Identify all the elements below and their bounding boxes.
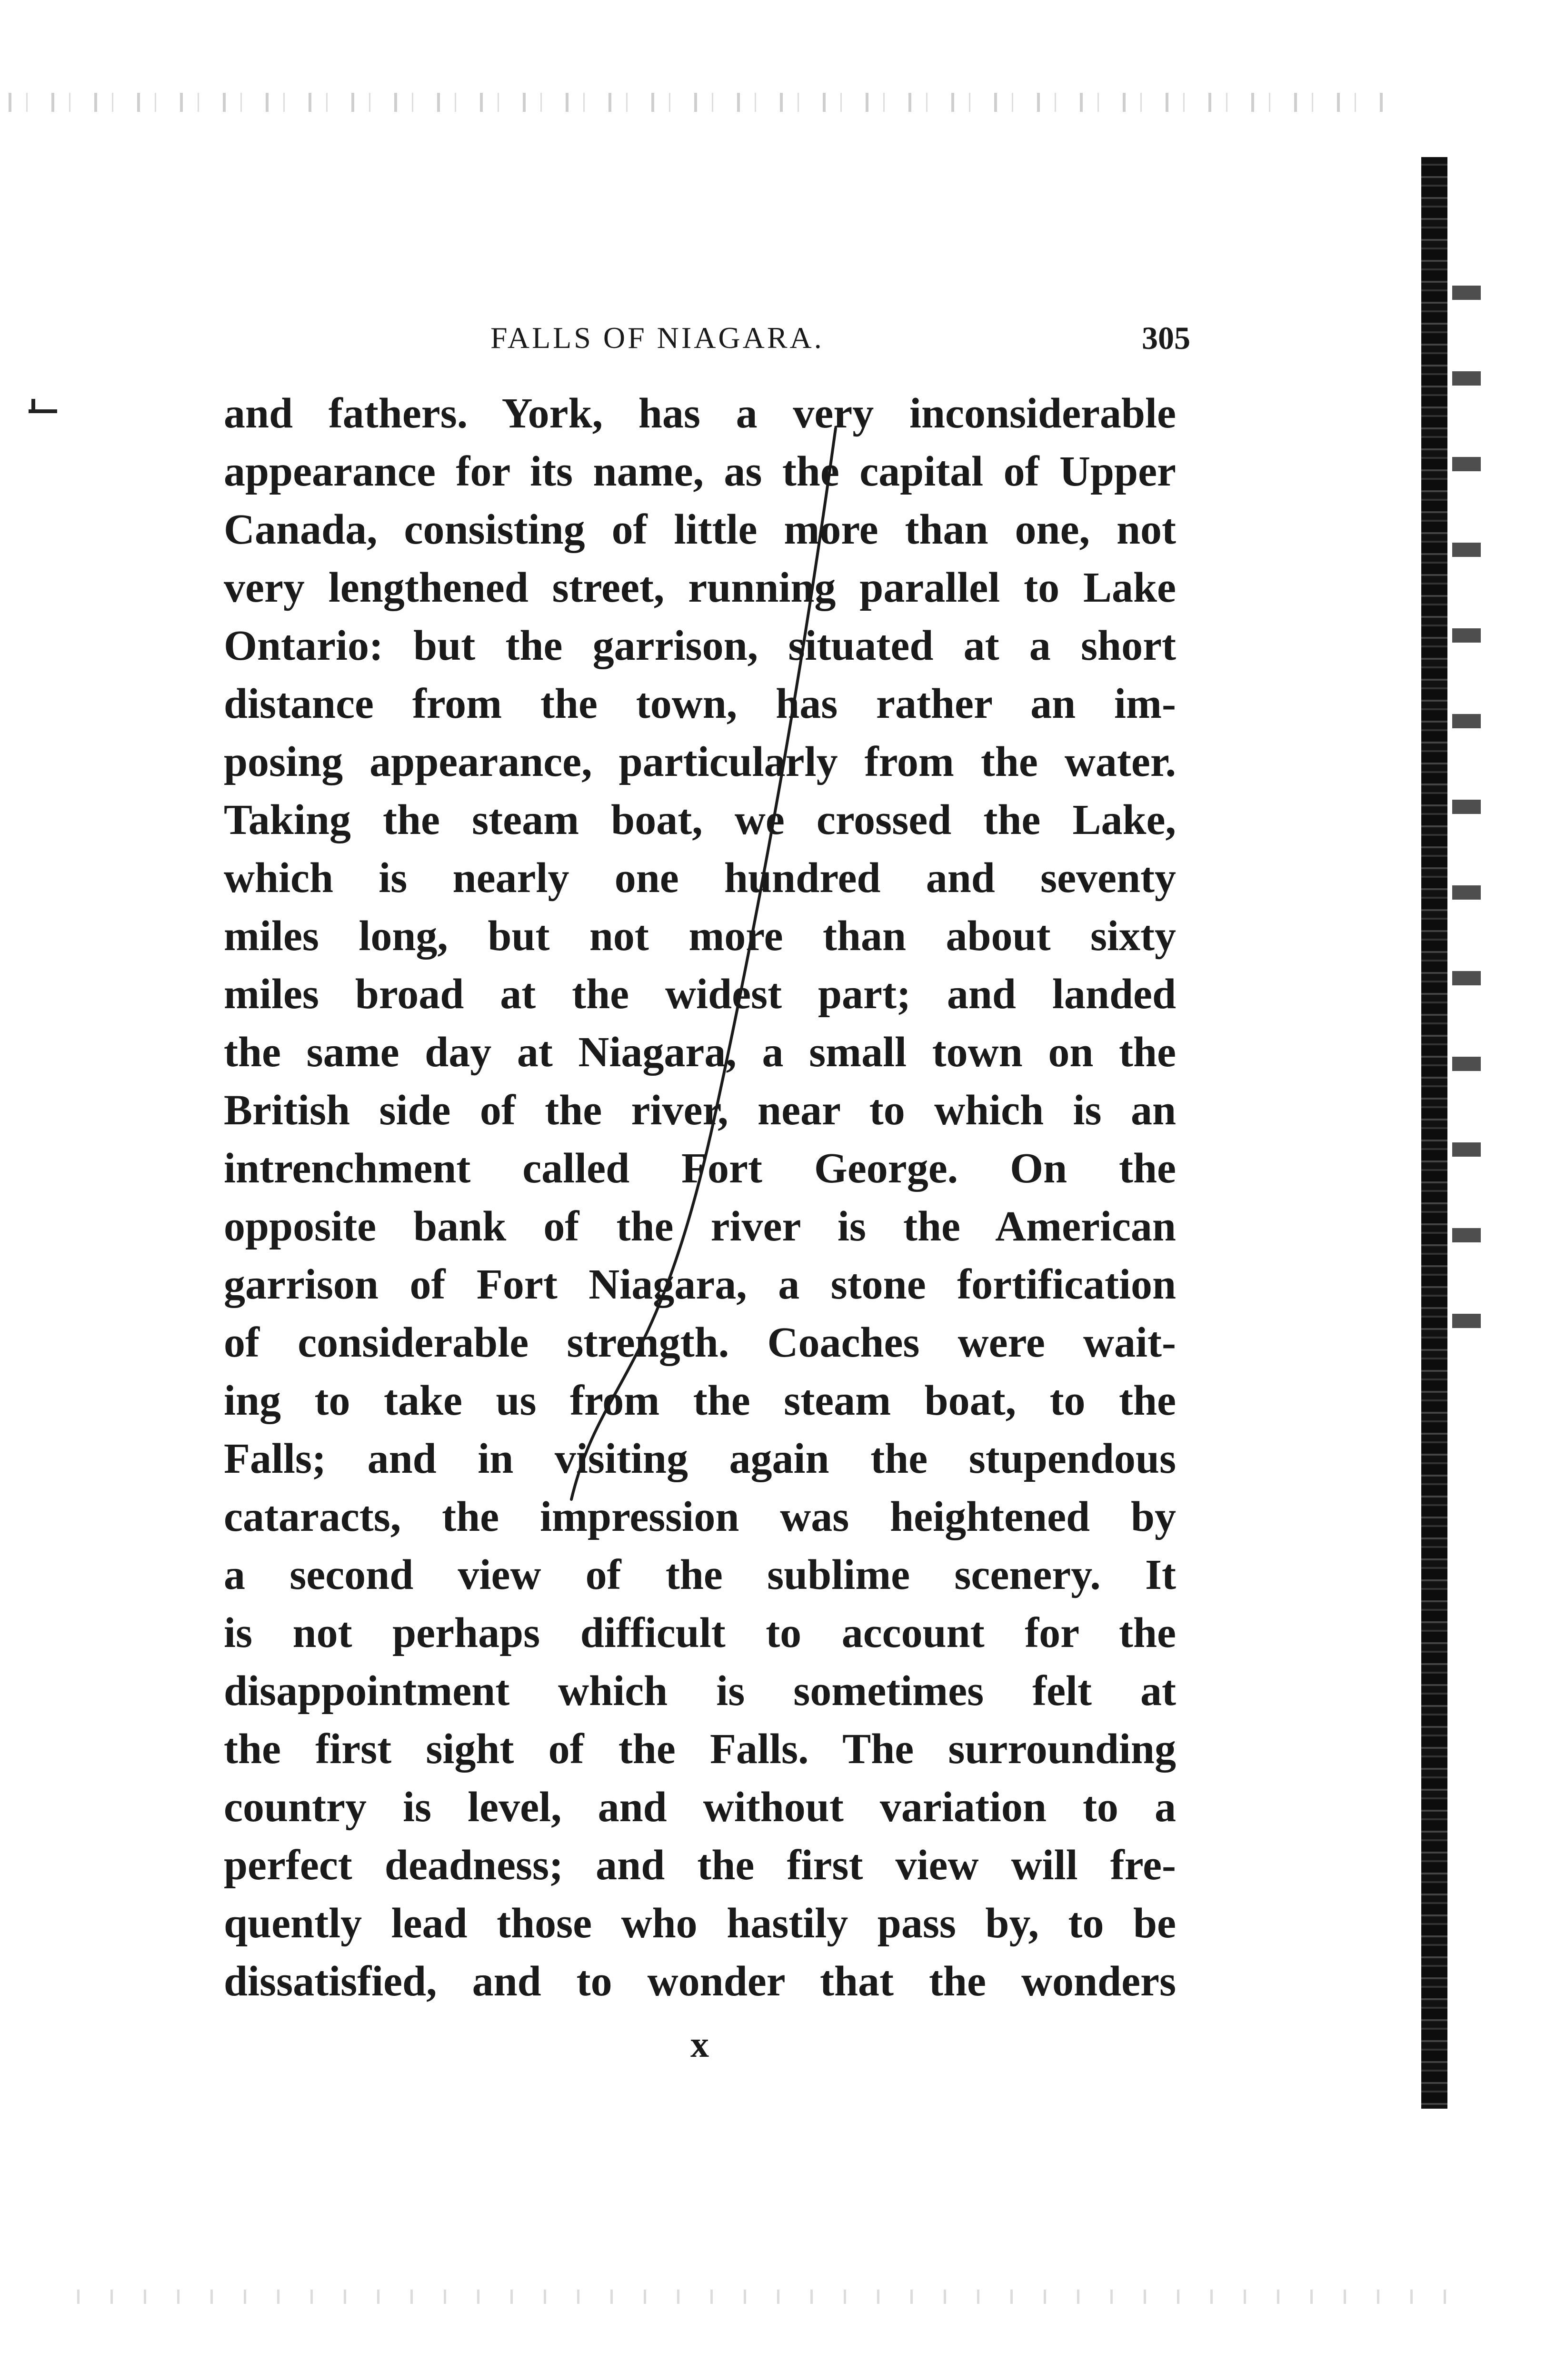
text-line: appearance for its name, as the capital of Upper: [224, 448, 1176, 495]
binding-marks: [1452, 257, 1481, 1399]
text-line: miles long, but not more than about sixty: [224, 912, 1176, 960]
signature-mark: x: [690, 2023, 709, 2065]
text-line: posing appearance, particularly from the water.: [224, 738, 1176, 785]
margin-mark: [29, 409, 57, 413]
text-line: distance from the town, has rather an im-: [224, 680, 1176, 727]
text-line: miles broad at the widest part; and landed: [224, 971, 1176, 1018]
text-line: opposite bank of the river is the American: [224, 1203, 1176, 1250]
text-line: Taking the steam boat, we crossed the Lake,: [224, 796, 1176, 843]
text-line: intrenchment called Fort George. On the: [224, 1145, 1176, 1192]
text-line: very lengthened street, running parallel to Lake: [224, 564, 1176, 611]
text-line: garrison of Fort Niagara, a stone fortification: [224, 1261, 1176, 1308]
text-line: cataracts, the impression was heightened by: [224, 1493, 1176, 1540]
binding-gutter: [1421, 157, 1447, 2109]
text-line: Ontario: but the garrison, situated at a short: [224, 622, 1176, 669]
text-line: disappointment which is sometimes felt at: [224, 1667, 1176, 1715]
text-line: perfect deadness; and the first view will fre-: [224, 1842, 1176, 1889]
text-line: a second view of the sublime scenery. It: [224, 1551, 1176, 1598]
text-line: British side of the river, near to which is an: [224, 1087, 1176, 1134]
text-line: which is nearly one hundred and seventy: [224, 854, 1176, 902]
running-head: [205, 314, 1190, 362]
page-bottom-edge: [67, 2290, 1447, 2304]
text-line: Canada, consisting of little more than one, not: [224, 506, 1176, 553]
text-line: Falls; and in visiting again the stupendous: [224, 1435, 1176, 1482]
page-number: 305: [1142, 320, 1190, 356]
text-line: the first sight of the Falls. The surrounding: [224, 1726, 1176, 1773]
body-text: [224, 385, 1176, 2011]
running-title: FALLS OF NIAGARA.: [490, 321, 824, 355]
text-line: quently lead those who hastily pass by, to be: [224, 1900, 1176, 1947]
text-line: dissatisfied, and to wonder that the wonders: [224, 1958, 1176, 2005]
text-line: the same day at Niagara, a small town on the: [224, 1029, 1176, 1076]
text-line: ing to take us from the steam boat, to the: [224, 1377, 1176, 1424]
page-top-edge: [0, 93, 1395, 112]
text-line: and fathers. York, has a very inconsiderable: [224, 390, 1176, 437]
text-line: is not perhaps difficult to account for the: [224, 1609, 1176, 1656]
text-line: of considerable strength. Coaches were wait-: [224, 1319, 1176, 1366]
text-line: country is level, and without variation to a: [224, 1784, 1176, 1831]
